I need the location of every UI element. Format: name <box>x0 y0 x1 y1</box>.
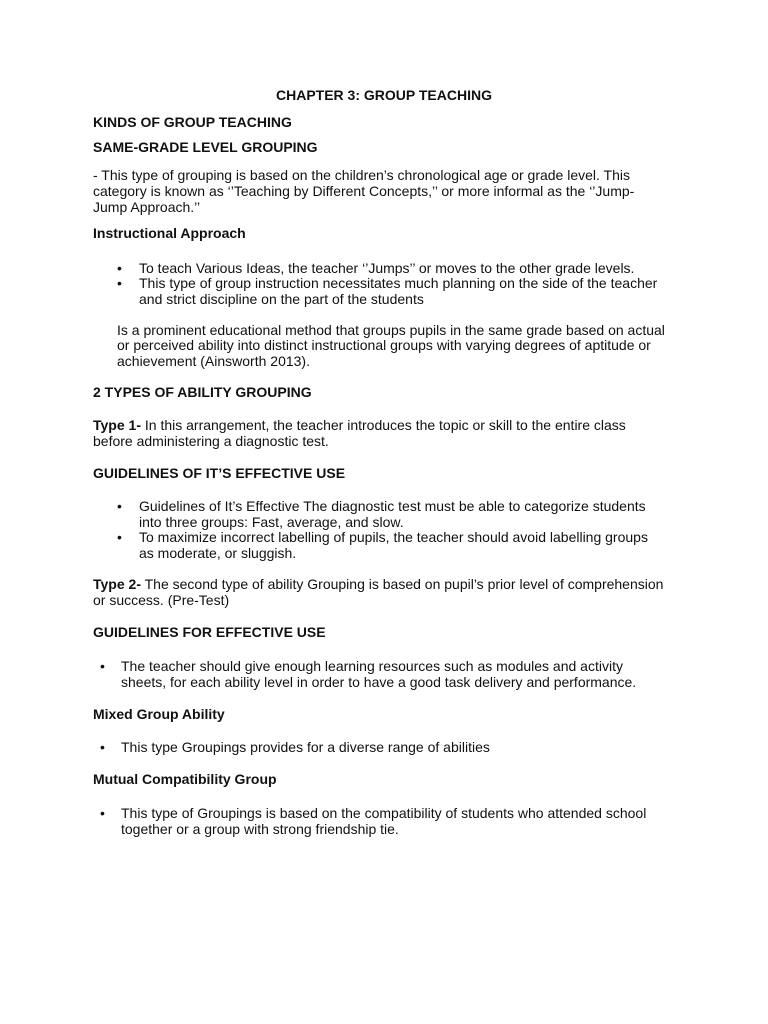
bullet-text: The teacher should give enough learning resources such as modules and activity <box>121 658 623 674</box>
paragraph-line: category is known as ‘’Teaching by Different Concepts,’’ or more informal as the ‘’Jump- <box>93 183 635 199</box>
bullet-dot: • <box>117 498 122 514</box>
type2-label: Type 2- <box>93 576 141 592</box>
same-grade-heading: SAME-GRADE LEVEL GROUPING <box>93 139 318 155</box>
guidelines-heading: GUIDELINES OF IT’S EFFECTIVE USE <box>93 465 346 481</box>
bullet-text: This type Groupings provides for a diverse range of abilities <box>121 739 490 755</box>
guidelines-effective-heading: GUIDELINES FOR EFFECTIVE USE <box>93 624 326 640</box>
paragraph-line: - This type of grouping is based on the children’s chronological age or grade level. This <box>93 167 630 183</box>
bullet-dot: • <box>100 658 105 674</box>
type2-text: The second type of ability Grouping is based on pupil’s prior level of comprehension <box>140 576 664 592</box>
type1-label: Type 1- <box>93 417 141 433</box>
bullet-text: and strict discipline on the part of the students <box>139 290 424 307</box>
paragraph-line: Is a prominent educational method that groups pupils in the same grade based on actual <box>117 322 665 338</box>
bullet-text: This type of group instruction necessitates much planning on the side of the teacher <box>139 275 658 291</box>
bullet-text: as moderate, or sluggish. <box>139 544 297 561</box>
bullet-text: Guidelines of It’s Effective The diagnostic test must be able to categorize students <box>139 498 646 514</box>
bullet-dot: • <box>117 275 122 291</box>
paragraph-line: achievement (Ainsworth 2013). <box>117 353 310 369</box>
paragraph-line <box>93 418 626 434</box>
instructional-heading: Instructional Approach <box>93 225 246 241</box>
bullet-dot: • <box>117 529 122 545</box>
bullet-text: together or a group with strong friendship tie. <box>121 820 399 837</box>
paragraph-line: or success. (Pre-Test) <box>93 592 230 608</box>
bullet-dot: • <box>100 805 105 821</box>
mixed-group-heading: Mixed Group Ability <box>93 706 225 722</box>
mutual-compatibility-heading: Mutual Compatibility Group <box>93 771 277 787</box>
paragraph-line: or perceived ability into distinct instructional groups with varying degrees of aptitude or <box>117 337 651 353</box>
paragraph-line: before administering a diagnostic test. <box>93 433 329 449</box>
ability-types-heading: 2 TYPES OF ABILITY GROUPING <box>93 384 312 400</box>
paragraph-line: Jump Approach.’’ <box>93 199 201 215</box>
type1-text: In this arrangement, the teacher introduces the topic or skill to the entire class <box>140 417 626 433</box>
bullet-dot: • <box>100 739 105 755</box>
bullet-text: This type of Groupings is based on the compatibility of students who attended school <box>121 805 647 821</box>
paragraph-line <box>93 577 663 593</box>
bullet-text: To maximize incorrect labelling of pupils, the teacher should avoid labelling groups <box>139 529 648 545</box>
kinds-heading: KINDS OF GROUP TEACHING <box>93 114 292 130</box>
bullet-text: into three groups: Fast, average, and slow. <box>139 513 404 530</box>
bullet-text: sheets, for each ability level in order to have a good task delivery and performance. <box>121 673 637 690</box>
bullet-dot: • <box>117 260 122 276</box>
bullet-text: To teach Various Ideas, the teacher ‘’Jumps’’ or moves to the other grade levels. <box>139 260 635 276</box>
chapter-title: CHAPTER 3: GROUP TEACHING <box>276 87 492 103</box>
